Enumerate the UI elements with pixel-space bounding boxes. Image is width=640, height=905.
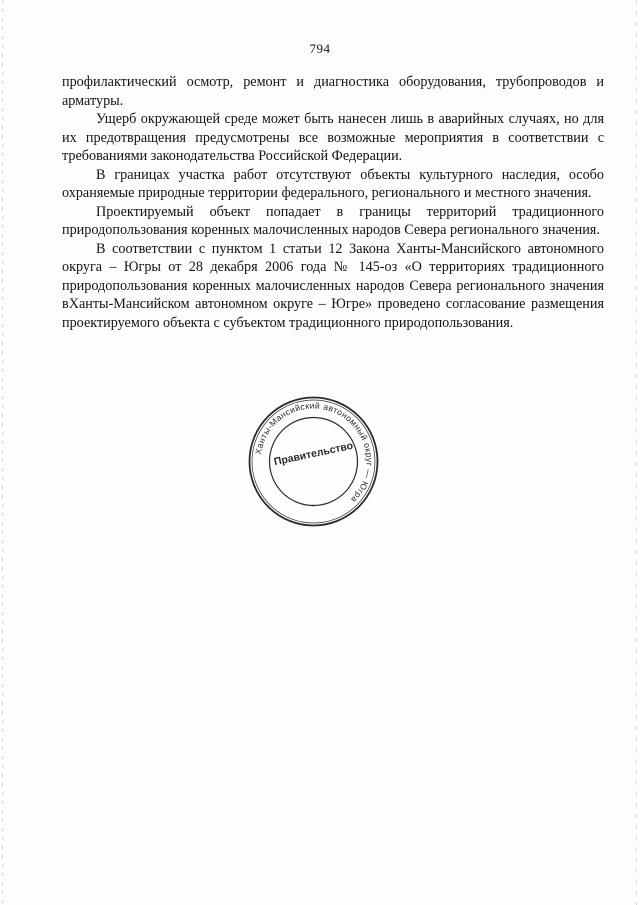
page-number: 794 xyxy=(309,41,331,56)
paragraph-environment-damage: Ущерб окружающей среде может быть нанесен лишь в аварийных случаях, но для их предотвращения предусмотрены все возможные мероприятия в соответствии с требованиями законодательства Российской Федерации. xyxy=(62,111,604,164)
document-body xyxy=(62,73,604,332)
seal-graphic xyxy=(246,394,381,529)
seal-star-mark: + xyxy=(311,504,316,510)
paragraph-cultural-heritage: В границах участка работ отсутствуют объекты культурного наследия, особо охраняемые природные территории федерального, регионального и местного значения. xyxy=(62,166,604,201)
paragraph-law-agreement: В соответствии с пунктом 1 статьи 12 Закона Ханты-Мансийского автономного округа – Югры от 28 декабря 2006 года № 145-оз «О территориях традиционного природопользования коренных малочисленных народов Севера регионального значения вХанты-Мансийском автономном округе – Югре» проведено согласование размещения проектируемого объекта с субъектом традиционного природопользования. xyxy=(62,240,604,331)
paragraph-traditional-territories: Проектируемый объект попадает в границы территорий традиционного природопользования коренных малочисленных народов Севера регионального значения. xyxy=(62,203,604,238)
official-seal-stamp xyxy=(246,394,381,529)
scan-edge-left xyxy=(2,0,3,905)
seal-ring-text: Ханты-Мансийский автономный округ — Югра xyxy=(252,400,375,506)
scan-edge-right xyxy=(636,0,637,905)
seal-center-text: Правительство xyxy=(272,439,355,469)
paragraph-continuation: профилактический осмотр, ремонт и диагностика оборудования, трубопроводов и арматуры. xyxy=(62,74,604,109)
